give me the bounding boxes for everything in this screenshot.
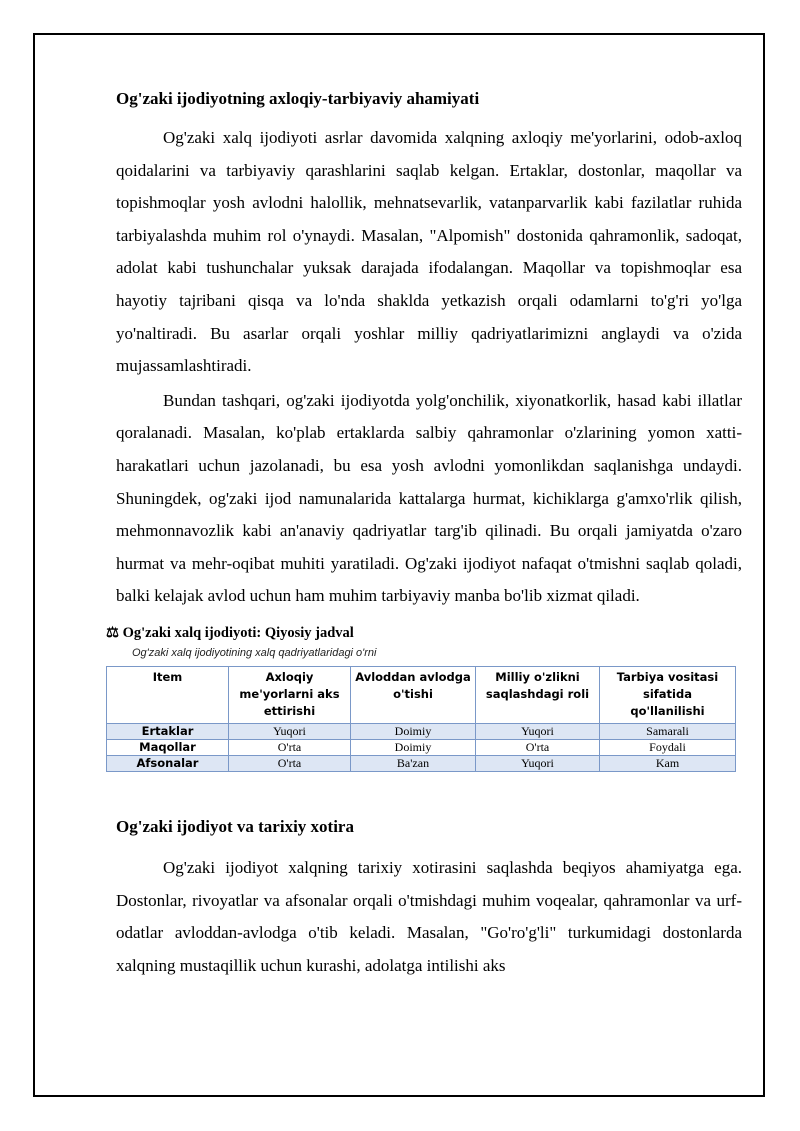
document-body (106, 84, 742, 982)
column-header: Tarbiya vositasi sifatida qo'llanilishi (600, 666, 736, 723)
table-cell: Doimiy (351, 739, 476, 755)
row-header: Afsonalar (107, 755, 229, 771)
table-subtitle: Og'zaki xalq ijodiyotining xalq qadriyatlaridagi o'rni (132, 646, 377, 659)
table-cell: Ba'zan (351, 755, 476, 771)
table-title-text: Og'zaki xalq ijodiyoti: Qiyosiy jadval (122, 624, 354, 641)
table-row (107, 755, 736, 771)
table-cell: O'rta (476, 739, 600, 755)
table-cell: Samarali (600, 723, 736, 739)
column-header: Milliy o'zlikni saqlashdagi roli (476, 666, 600, 723)
table-cell: O'rta (229, 739, 351, 755)
row-header: Maqollar (107, 739, 229, 755)
table-cell: Yuqori (476, 723, 600, 739)
table-cell: Doimiy (351, 723, 476, 739)
table-row (107, 723, 736, 739)
paragraph: Og'zaki xalq ijodiyoti asrlar davomida xalqning axloqiy me'yorlarini, odob-axloq qoidalarini va tarbiyaviy qarashlarini saqlab kelgan. Ertaklar, dostonlar, maqollar va topishmoqlar yosh avlodni halollik, mehnatsevarlik, vatanparvarlik kabi fazilatlar ruhida tarbiyalashda muhim rol o'ynaydi. Masalan, "Alpomish" dostonida qahramonlik, sadoqat, adolat kabi tushunchalar yuksak darajada ifodalangan. Maqollar va topishmoqlar esa hayotiy tajribani qisqa va lo'nda shaklda yetkazish orqali odamlarni to'g'ri yo'lga yo'naltiradi. Bu asarlar orqali yoshlar milliy qadriyatlarimizni anglaydi va o'zida mujassamlashtiradi. (116, 128, 742, 376)
table-title (106, 623, 742, 643)
table-cell: Yuqori (229, 723, 351, 739)
table-cell: O'rta (229, 755, 351, 771)
table-header-row (107, 666, 736, 723)
comparison-table (106, 666, 736, 772)
column-header: Axloqiy me'yorlarni aks ettirishi (229, 666, 351, 723)
table-cell: Kam (600, 755, 736, 771)
column-header: Item (107, 666, 229, 723)
table-cell: Foydali (600, 739, 736, 755)
paragraph: Bundan tashqari, og'zaki ijodiyotda yolg'onchilik, xiyonatkorlik, hasad kabi illatlar qoralanadi. Masalan, ko'plab ertaklarda salbiy qahramonlar o'zlarining yomon xatti-harakatlari uchun jazolanadi, bu esa yosh avlodni yomonlikdan saqlanishga undaydi. Shuningdek, og'zaki ijod namunalarida kattalarga hurmat, kichiklarga g'amxo'rlik qilish, mehmonnavozlik kabi an'anaviy qadriyatlar targ'ib qilinadi. Bu orqali jamiyatda o'zaro hurmat va mehr-oqibat muhiti yaratiladi. Og'zaki ijodiyot nafaqat o'tmishni saqlab qoladi, balki kelajak avlod uchun ham muhim tarbiyaviy manba bo'lib xizmat qiladi. (116, 390, 742, 606)
table-row (107, 739, 736, 755)
balance-scale-icon: ⚖ (106, 624, 119, 641)
row-header: Ertaklar (107, 723, 229, 739)
paragraph: Og'zaki ijodiyot xalqning tarixiy xotirasini saqlashda beqiyos ahamiyatga ega. Dostonlar, rivoyatlar va afsonalar orqali o'tmishdagi muhim voqealar, qahramonlar va urf-odatlar avloddan-avlodga o'tib keladi. Masalan, "Go'ro'g'li" turkumidagi dostonlarda xalqning mustaqillik uchun kurashi, adolatga intilishi aks (116, 857, 742, 975)
section-heading-ethics: Og'zaki ijodiyotning axloqiy-tarbiyaviy ahamiyati (116, 89, 480, 108)
section-heading-history: Og'zaki ijodiyot va tarixiy xotira (116, 816, 354, 836)
table-cell: Yuqori (476, 755, 600, 771)
column-header: Avloddan avlodga o'tishi (351, 666, 476, 723)
